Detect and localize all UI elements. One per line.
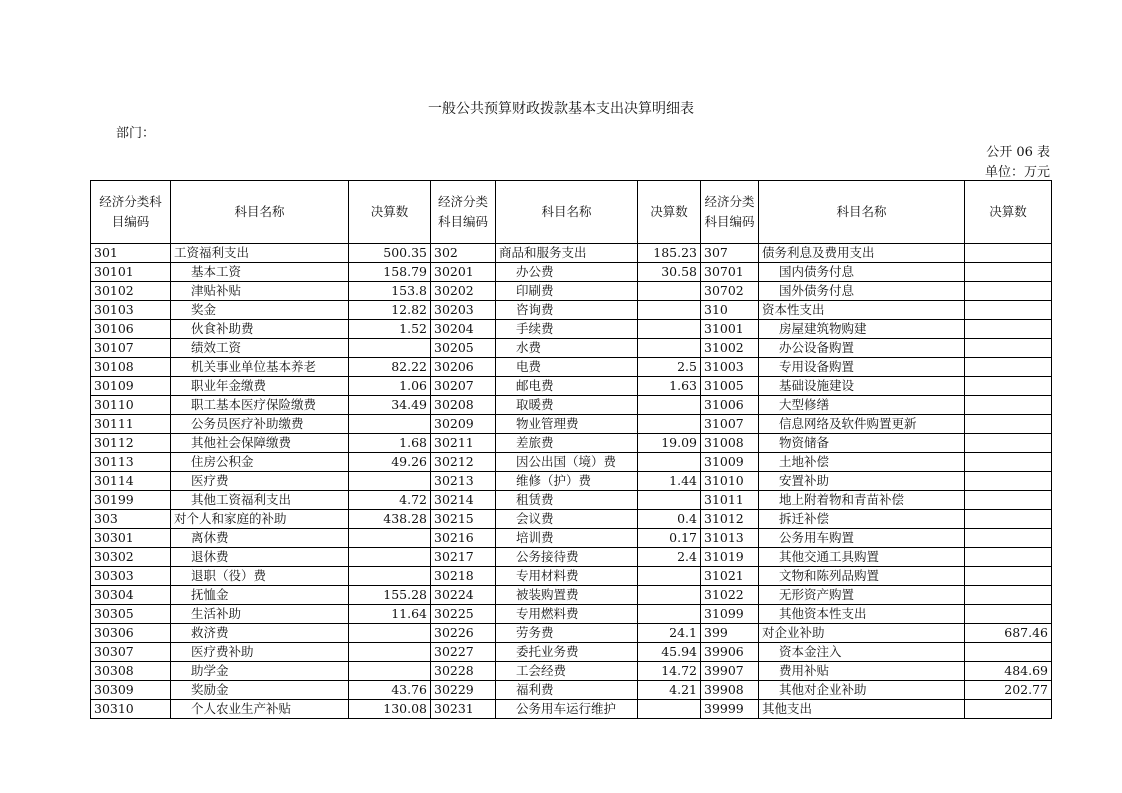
code-cell-3: 31022	[701, 586, 759, 605]
amount-cell-3	[965, 529, 1052, 548]
amount-cell-3	[965, 301, 1052, 320]
item-name-cell-3: 大型修缮	[759, 396, 965, 415]
table-row	[91, 415, 1052, 434]
report-title: 一般公共预算财政拨款基本支出决算明细表	[428, 101, 694, 117]
table-row	[91, 301, 1052, 320]
amount-cell-3	[965, 567, 1052, 586]
code-cell-2: 30204	[431, 320, 496, 339]
item-name-cell-2: 被装购置费	[496, 586, 638, 605]
amount-cell-1	[349, 472, 431, 491]
item-name-cell-2: 咨询费	[496, 301, 638, 320]
code-cell-3: 31001	[701, 320, 759, 339]
item-name-cell-3: 办公设备购置	[759, 339, 965, 358]
item-name-cell-2: 工会经费	[496, 662, 638, 681]
table-row	[91, 282, 1052, 301]
code-cell-2: 30202	[431, 282, 496, 301]
item-name-cell-3: 国外债务付息	[759, 282, 965, 301]
item-name-cell-3: 费用补贴	[759, 662, 965, 681]
item-name-cell-2: 公务接待费	[496, 548, 638, 567]
code-cell-2: 30217	[431, 548, 496, 567]
amount-cell-1: 1.52	[349, 320, 431, 339]
item-name-cell-1: 机关事业单位基本养老	[171, 358, 349, 377]
item-name-cell-1: 津贴补贴	[171, 282, 349, 301]
amount-cell-2	[638, 453, 701, 472]
amount-cell-3: 202.77	[965, 681, 1052, 700]
item-name-cell-1: 退职（役）费	[171, 567, 349, 586]
amount-cell-1: 1.68	[349, 434, 431, 453]
amount-cell-2: 14.72	[638, 662, 701, 681]
amount-cell-3: 484.69	[965, 662, 1052, 681]
item-name-cell-1: 对个人和家庭的补助	[171, 510, 349, 529]
code-cell-3: 31009	[701, 453, 759, 472]
code-cell-1: 30307	[91, 643, 171, 662]
item-name-cell-3: 资本性支出	[759, 301, 965, 320]
code-cell-3: 31021	[701, 567, 759, 586]
amount-cell-2	[638, 301, 701, 320]
table-row	[91, 358, 1052, 377]
code-cell-2: 30209	[431, 415, 496, 434]
code-cell-3: 31099	[701, 605, 759, 624]
table-row	[91, 586, 1052, 605]
code-cell-1: 30102	[91, 282, 171, 301]
code-cell-1: 30310	[91, 700, 171, 719]
table-row	[91, 472, 1052, 491]
header-amount-3: 决算数	[965, 181, 1052, 244]
code-cell-2: 30215	[431, 510, 496, 529]
code-cell-3: 39907	[701, 662, 759, 681]
code-cell-3: 31002	[701, 339, 759, 358]
item-name-cell-1: 生活补助	[171, 605, 349, 624]
amount-cell-2	[638, 415, 701, 434]
item-name-cell-1: 个人农业生产补贴	[171, 700, 349, 719]
item-name-cell-3: 房屋建筑物购建	[759, 320, 965, 339]
amount-cell-1: 153.8	[349, 282, 431, 301]
code-cell-1: 30113	[91, 453, 171, 472]
code-cell-2: 30224	[431, 586, 496, 605]
table-row	[91, 662, 1052, 681]
amount-cell-3	[965, 377, 1052, 396]
table-row	[91, 320, 1052, 339]
item-name-cell-2: 维修（护）费	[496, 472, 638, 491]
amount-cell-3	[965, 700, 1052, 719]
amount-cell-3	[965, 320, 1052, 339]
amount-cell-2: 2.4	[638, 548, 701, 567]
item-name-cell-1: 其他工资福利支出	[171, 491, 349, 510]
table-row	[91, 624, 1052, 643]
code-cell-2: 30201	[431, 263, 496, 282]
item-name-cell-3: 其他交通工具购置	[759, 548, 965, 567]
amount-cell-3	[965, 244, 1052, 263]
table-row	[91, 605, 1052, 624]
code-cell-1: 30304	[91, 586, 171, 605]
amount-cell-1: 500.35	[349, 244, 431, 263]
header-code-3: 经济分类科目编码	[701, 181, 759, 244]
item-name-cell-1: 绩效工资	[171, 339, 349, 358]
item-name-cell-3: 无形资产购置	[759, 586, 965, 605]
item-name-cell-1: 医疗费补助	[171, 643, 349, 662]
code-cell-1: 30199	[91, 491, 171, 510]
amount-cell-1	[349, 624, 431, 643]
item-name-cell-2: 专用材料费	[496, 567, 638, 586]
item-name-cell-2: 会议费	[496, 510, 638, 529]
code-cell-3: 399	[701, 624, 759, 643]
header-name-1: 科目名称	[171, 181, 349, 244]
header-code-2: 经济分类科目编码	[431, 181, 496, 244]
item-name-cell-2: 印刷费	[496, 282, 638, 301]
code-cell-1: 30114	[91, 472, 171, 491]
header-amount-1: 决算数	[349, 181, 431, 244]
amount-cell-3	[965, 548, 1052, 567]
table-row	[91, 339, 1052, 358]
item-name-cell-1: 其他社会保障缴费	[171, 434, 349, 453]
amount-cell-1: 155.28	[349, 586, 431, 605]
amount-cell-2	[638, 396, 701, 415]
amount-cell-1: 34.49	[349, 396, 431, 415]
code-cell-3: 31005	[701, 377, 759, 396]
department-label: 部门：	[116, 126, 156, 141]
code-cell-1: 301	[91, 244, 171, 263]
item-name-cell-3: 对企业补助	[759, 624, 965, 643]
code-cell-3: 31003	[701, 358, 759, 377]
code-cell-3: 307	[701, 244, 759, 263]
item-name-cell-2: 办公费	[496, 263, 638, 282]
item-name-cell-3: 其他支出	[759, 700, 965, 719]
code-cell-1: 30302	[91, 548, 171, 567]
amount-cell-2	[638, 491, 701, 510]
amount-cell-3	[965, 434, 1052, 453]
code-cell-1: 30303	[91, 567, 171, 586]
code-cell-1: 30301	[91, 529, 171, 548]
code-cell-3: 31008	[701, 434, 759, 453]
amount-cell-3	[965, 510, 1052, 529]
code-cell-3: 39999	[701, 700, 759, 719]
table-body	[91, 244, 1052, 719]
item-name-cell-2: 邮电费	[496, 377, 638, 396]
amount-cell-1	[349, 548, 431, 567]
amount-cell-2: 4.21	[638, 681, 701, 700]
code-cell-2: 30206	[431, 358, 496, 377]
item-name-cell-3: 债务利息及费用支出	[759, 244, 965, 263]
code-cell-3: 31007	[701, 415, 759, 434]
code-cell-2: 30218	[431, 567, 496, 586]
item-name-cell-1: 基本工资	[171, 263, 349, 282]
code-cell-3: 31006	[701, 396, 759, 415]
code-cell-2: 30203	[431, 301, 496, 320]
item-name-cell-1: 职业年金缴费	[171, 377, 349, 396]
item-name-cell-2: 差旅费	[496, 434, 638, 453]
table-header-row	[91, 181, 1052, 244]
code-cell-1: 30101	[91, 263, 171, 282]
code-cell-3: 30702	[701, 282, 759, 301]
header-name-2: 科目名称	[496, 181, 638, 244]
form-number: 公开 06 表	[986, 145, 1050, 160]
code-cell-2: 30226	[431, 624, 496, 643]
amount-cell-2: 19.09	[638, 434, 701, 453]
amount-cell-2	[638, 282, 701, 301]
table-row	[91, 643, 1052, 662]
code-cell-3: 39908	[701, 681, 759, 700]
code-cell-3: 31012	[701, 510, 759, 529]
code-cell-1: 30110	[91, 396, 171, 415]
item-name-cell-3: 公务用车购置	[759, 529, 965, 548]
item-name-cell-1: 工资福利支出	[171, 244, 349, 263]
table-row	[91, 244, 1052, 263]
expenditure-table	[90, 180, 1052, 719]
code-cell-2: 30216	[431, 529, 496, 548]
amount-cell-3	[965, 491, 1052, 510]
amount-cell-2: 1.63	[638, 377, 701, 396]
amount-cell-2	[638, 586, 701, 605]
code-cell-1: 30103	[91, 301, 171, 320]
code-cell-2: 302	[431, 244, 496, 263]
item-name-cell-3: 基础设施建设	[759, 377, 965, 396]
table-row	[91, 700, 1052, 719]
code-cell-1: 30305	[91, 605, 171, 624]
unit-label: 单位：万元	[984, 165, 1050, 180]
amount-cell-3	[965, 339, 1052, 358]
amount-cell-1: 49.26	[349, 453, 431, 472]
item-name-cell-3: 土地补偿	[759, 453, 965, 472]
item-name-cell-3: 安置补助	[759, 472, 965, 491]
item-name-cell-3: 其他对企业补助	[759, 681, 965, 700]
table-row	[91, 548, 1052, 567]
amount-cell-3	[965, 472, 1052, 491]
amount-cell-3	[965, 358, 1052, 377]
item-name-cell-2: 手续费	[496, 320, 638, 339]
code-cell-3: 31013	[701, 529, 759, 548]
item-name-cell-2: 福利费	[496, 681, 638, 700]
item-name-cell-1: 奖励金	[171, 681, 349, 700]
header-name-3: 科目名称	[759, 181, 965, 244]
amount-cell-1: 82.22	[349, 358, 431, 377]
table-row	[91, 681, 1052, 700]
amount-cell-1: 11.64	[349, 605, 431, 624]
code-cell-2: 30231	[431, 700, 496, 719]
item-name-cell-2: 商品和服务支出	[496, 244, 638, 263]
item-name-cell-3: 拆迁补偿	[759, 510, 965, 529]
code-cell-1: 30109	[91, 377, 171, 396]
amount-cell-2	[638, 339, 701, 358]
amount-cell-3	[965, 453, 1052, 472]
code-cell-2: 30214	[431, 491, 496, 510]
code-cell-1: 30106	[91, 320, 171, 339]
table-row	[91, 510, 1052, 529]
item-name-cell-2: 租赁费	[496, 491, 638, 510]
code-cell-2: 30227	[431, 643, 496, 662]
header-amount-2: 决算数	[638, 181, 701, 244]
item-name-cell-3: 地上附着物和青苗补偿	[759, 491, 965, 510]
amount-cell-1: 438.28	[349, 510, 431, 529]
code-cell-2: 30228	[431, 662, 496, 681]
item-name-cell-3: 专用设备购置	[759, 358, 965, 377]
item-name-cell-2: 取暖费	[496, 396, 638, 415]
amount-cell-1	[349, 339, 431, 358]
item-name-cell-1: 医疗费	[171, 472, 349, 491]
table-row	[91, 434, 1052, 453]
item-name-cell-2: 电费	[496, 358, 638, 377]
code-cell-3: 31019	[701, 548, 759, 567]
code-cell-2: 30213	[431, 472, 496, 491]
amount-cell-2	[638, 567, 701, 586]
item-name-cell-1: 离休费	[171, 529, 349, 548]
amount-cell-3	[965, 282, 1052, 301]
code-cell-1: 30308	[91, 662, 171, 681]
table-row	[91, 491, 1052, 510]
item-name-cell-1: 住房公积金	[171, 453, 349, 472]
item-name-cell-1: 救济费	[171, 624, 349, 643]
code-cell-1: 30111	[91, 415, 171, 434]
code-cell-2: 30207	[431, 377, 496, 396]
item-name-cell-2: 公务用车运行维护	[496, 700, 638, 719]
amount-cell-3	[965, 396, 1052, 415]
amount-cell-1: 130.08	[349, 700, 431, 719]
code-cell-3: 39906	[701, 643, 759, 662]
amount-cell-1: 1.06	[349, 377, 431, 396]
item-name-cell-1: 奖金	[171, 301, 349, 320]
item-name-cell-2: 培训费	[496, 529, 638, 548]
amount-cell-1	[349, 643, 431, 662]
code-cell-1: 303	[91, 510, 171, 529]
amount-cell-2: 30.58	[638, 263, 701, 282]
amount-cell-2	[638, 605, 701, 624]
amount-cell-1	[349, 529, 431, 548]
item-name-cell-3: 信息网络及软件购置更新	[759, 415, 965, 434]
amount-cell-3	[965, 605, 1052, 624]
code-cell-1: 30108	[91, 358, 171, 377]
item-name-cell-3: 其他资本性支出	[759, 605, 965, 624]
amount-cell-2: 1.44	[638, 472, 701, 491]
code-cell-2: 30229	[431, 681, 496, 700]
amount-cell-2: 24.1	[638, 624, 701, 643]
code-cell-3: 31011	[701, 491, 759, 510]
amount-cell-1: 12.82	[349, 301, 431, 320]
code-cell-2: 30225	[431, 605, 496, 624]
table-row	[91, 453, 1052, 472]
table-row	[91, 529, 1052, 548]
code-cell-1: 30112	[91, 434, 171, 453]
item-name-cell-2: 水费	[496, 339, 638, 358]
table-row	[91, 567, 1052, 586]
amount-cell-2	[638, 320, 701, 339]
amount-cell-3	[965, 643, 1052, 662]
amount-cell-2: 185.23	[638, 244, 701, 263]
item-name-cell-1: 抚恤金	[171, 586, 349, 605]
amount-cell-1: 4.72	[349, 491, 431, 510]
item-name-cell-3: 文物和陈列品购置	[759, 567, 965, 586]
code-cell-2: 30212	[431, 453, 496, 472]
amount-cell-3	[965, 415, 1052, 434]
code-cell-1: 30107	[91, 339, 171, 358]
item-name-cell-3: 物资储备	[759, 434, 965, 453]
code-cell-2: 30208	[431, 396, 496, 415]
item-name-cell-1: 职工基本医疗保险缴费	[171, 396, 349, 415]
amount-cell-1	[349, 662, 431, 681]
item-name-cell-2: 物业管理费	[496, 415, 638, 434]
item-name-cell-2: 委托业务费	[496, 643, 638, 662]
code-cell-3: 30701	[701, 263, 759, 282]
amount-cell-2: 0.4	[638, 510, 701, 529]
amount-cell-2	[638, 700, 701, 719]
code-cell-1: 30306	[91, 624, 171, 643]
amount-cell-1	[349, 567, 431, 586]
code-cell-3: 310	[701, 301, 759, 320]
amount-cell-3	[965, 263, 1052, 282]
amount-cell-1	[349, 415, 431, 434]
code-cell-2: 30205	[431, 339, 496, 358]
item-name-cell-3: 资本金注入	[759, 643, 965, 662]
code-cell-1: 30309	[91, 681, 171, 700]
amount-cell-1: 43.76	[349, 681, 431, 700]
item-name-cell-1: 助学金	[171, 662, 349, 681]
code-cell-3: 31010	[701, 472, 759, 491]
amount-cell-2: 0.17	[638, 529, 701, 548]
code-cell-2: 30211	[431, 434, 496, 453]
item-name-cell-2: 专用燃料费	[496, 605, 638, 624]
table-row	[91, 377, 1052, 396]
amount-cell-2: 2.5	[638, 358, 701, 377]
table-row	[91, 396, 1052, 415]
item-name-cell-3: 国内债务付息	[759, 263, 965, 282]
amount-cell-1: 158.79	[349, 263, 431, 282]
amount-cell-3	[965, 586, 1052, 605]
table-row	[91, 263, 1052, 282]
amount-cell-3: 687.46	[965, 624, 1052, 643]
item-name-cell-1: 退休费	[171, 548, 349, 567]
item-name-cell-2: 劳务费	[496, 624, 638, 643]
item-name-cell-1: 伙食补助费	[171, 320, 349, 339]
amount-cell-2: 45.94	[638, 643, 701, 662]
header-code-1: 经济分类科目编码	[91, 181, 171, 244]
item-name-cell-2: 因公出国（境）费	[496, 453, 638, 472]
item-name-cell-1: 公务员医疗补助缴费	[171, 415, 349, 434]
